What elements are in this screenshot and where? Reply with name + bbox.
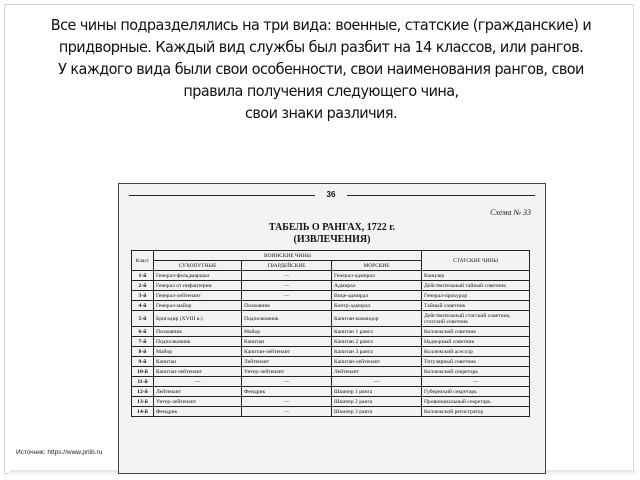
cell-land: Майор — [154, 347, 242, 357]
cell-navy: Шкипер 2 ранга — [332, 397, 422, 407]
intro-line: Все чины подразделялись на три вида: военные, статские (гражданские) и — [50, 16, 592, 34]
header-guard: ГВАРДЕЙСКИЕ — [242, 261, 332, 271]
cell-civil: Канцлер — [422, 271, 530, 281]
cell-land: Подполковник — [154, 337, 242, 347]
cell-civil: Генерал-прокурор — [422, 291, 530, 301]
cell-guard: Фендрик — [242, 387, 332, 397]
cell-navy: Контр-адмирал — [332, 301, 422, 311]
table-row — [132, 301, 530, 311]
cell-land: Генерал-фельдмаршал — [154, 271, 242, 281]
header-navy: МОРСКИЕ — [332, 261, 422, 271]
cell-civil: Коллежский регистратор — [422, 407, 530, 417]
cell-class: 13-й — [132, 397, 154, 407]
cell-land: Лейтенант — [154, 387, 242, 397]
intro-line: свои знаки различия. — [245, 104, 397, 122]
table-title: ТАБЕЛЬ О РАНГАХ, 1722 г. — [268, 222, 396, 233]
cell-navy: Капитан 1 ранга — [332, 327, 422, 337]
cell-navy: Шкипер 1 ранга — [332, 387, 422, 397]
cell-navy: Генерал-адмирал — [332, 271, 422, 281]
cell-guard: Лейтенант — [242, 357, 332, 367]
page-rule-left — [129, 195, 315, 196]
cell-guard: Полковник — [242, 301, 332, 311]
header-civil: СТАТСКИЕ ЧИНЫ — [422, 251, 530, 271]
cell-civil: Действительный статский советник, статский советник — [422, 311, 530, 327]
cell-class: 3-й — [132, 291, 154, 301]
cell-class: 10-й — [132, 367, 154, 377]
header-land: СУХОПУТНЫЕ — [154, 261, 242, 271]
header-class: Класс — [132, 251, 154, 271]
table-row — [132, 347, 530, 357]
cell-class: 9-й — [132, 357, 154, 367]
cell-land: Унтер-лейтенант — [154, 397, 242, 407]
cell-navy: Адмирал — [332, 281, 422, 291]
table-row — [132, 281, 530, 291]
scheme-label: Схема № 33 — [490, 208, 531, 217]
cell-navy: Капитан 2 ранга — [332, 337, 422, 347]
cell-navy: — — [332, 377, 422, 387]
table-row — [132, 387, 530, 397]
cell-guard: — — [242, 281, 332, 291]
cell-civil: Надворный советник — [422, 337, 530, 347]
intro-text — [37, 14, 604, 124]
table-row — [132, 407, 530, 417]
cell-class: 6-й — [132, 327, 154, 337]
cell-guard: Майор — [242, 327, 332, 337]
cell-class: 2-й — [132, 281, 154, 291]
page-rule-right — [347, 195, 535, 196]
cell-class: 4-й — [132, 301, 154, 311]
cell-civil: Провинциальный секретарь — [422, 397, 530, 407]
cell-land: Генерал от инфантерии — [154, 281, 242, 291]
cell-civil: — — [422, 377, 530, 387]
cell-navy: Шкипер 3 ранга — [332, 407, 422, 417]
table-row — [132, 311, 530, 327]
cell-guard: — — [242, 397, 332, 407]
table-row — [132, 397, 530, 407]
table-row — [132, 327, 530, 337]
cell-guard: — — [242, 407, 332, 417]
cell-land: — — [154, 377, 242, 387]
cell-civil: Титулярный советник — [422, 357, 530, 367]
cell-civil: Тайный советник — [422, 301, 530, 311]
cell-civil: Губернский секретарь — [422, 387, 530, 397]
cell-class: 11-й — [132, 377, 154, 387]
cell-civil: Коллежский асессор — [422, 347, 530, 357]
cell-guard: — — [242, 377, 332, 387]
cell-class: 14-й — [132, 407, 154, 417]
cell-class: 12-й — [132, 387, 154, 397]
page-number: 36 — [326, 190, 336, 199]
table-row — [132, 357, 530, 367]
cell-class: 5-й — [132, 311, 154, 327]
cell-class: 8-й — [132, 347, 154, 357]
cell-civil: Коллежский секретарь — [422, 367, 530, 377]
cell-guard: Подполковник — [242, 311, 332, 327]
cell-guard: Капитан — [242, 337, 332, 347]
cell-class: 7-й — [132, 337, 154, 347]
header-military: ВОИНСКИЕ ЧИНЫ — [154, 251, 422, 261]
scanned-table-image — [118, 183, 546, 474]
intro-line: У каждого вида были свои особенности, свои наименования рангов, свои — [58, 60, 584, 78]
page-number-bar — [119, 188, 545, 202]
cell-land: Бригадир (XVIII в.) — [154, 311, 242, 327]
table-row — [132, 271, 530, 281]
cell-land: Генерал-лейтенант — [154, 291, 242, 301]
table-subtitle: (ИЗВЛЕЧЕНИЯ) — [293, 234, 371, 245]
cell-land: Полковник — [154, 327, 242, 337]
cell-guard: Унтер-лейтенант — [242, 367, 332, 377]
cell-land: Капитан — [154, 357, 242, 367]
table-row — [132, 377, 530, 387]
cell-guard: — — [242, 291, 332, 301]
cell-land: Генерал-майор — [154, 301, 242, 311]
cell-navy: Капитан 3 ранга — [332, 347, 422, 357]
cell-class: 1-й — [132, 271, 154, 281]
table-row — [132, 367, 530, 377]
cell-land: Капитан-лейтенант — [154, 367, 242, 377]
cell-navy: Капитан-командор — [332, 311, 422, 327]
cell-civil: Действительный тайный советник — [422, 281, 530, 291]
rank-table — [131, 250, 530, 417]
cell-civil: Коллежский советник — [422, 327, 530, 337]
table-row — [132, 291, 530, 301]
intro-line: придворные. Каждый вид службы был разбит на 14 классов, или рангов. — [58, 38, 584, 56]
cell-navy: Лейтенант — [332, 367, 422, 377]
cell-land: Фендрик — [154, 407, 242, 417]
cell-guard: — — [242, 271, 332, 281]
table-row — [132, 337, 530, 347]
intro-line: правила получения следующего чина, — [183, 82, 459, 100]
cell-navy: Вице-адмирал — [332, 291, 422, 301]
cell-navy: Капитан-лейтенант — [332, 357, 422, 367]
source-caption: Источник: https://www.prlib.ru — [16, 449, 103, 456]
cell-guard: Капитан-лейтенант — [242, 347, 332, 357]
